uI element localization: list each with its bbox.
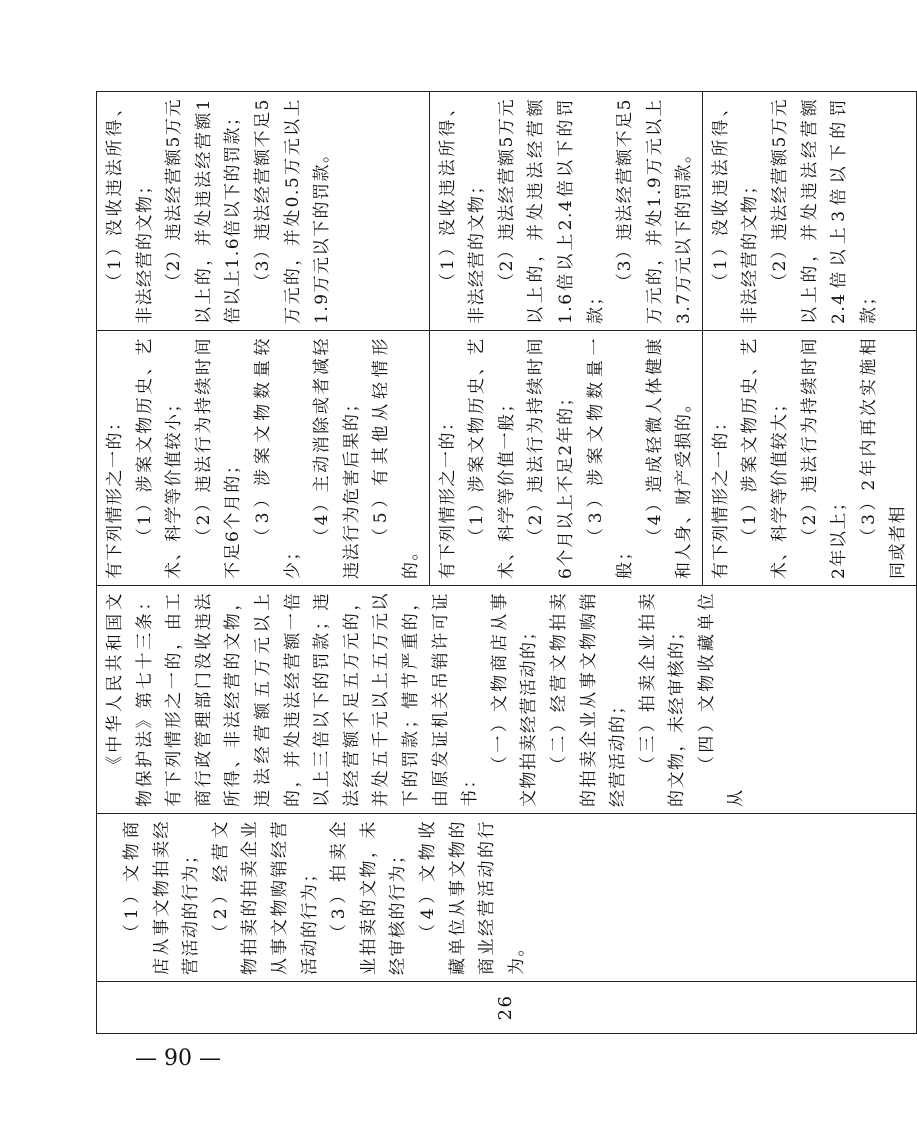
circumstance-item: （2）违法行为持续时间2年以上；	[799, 337, 850, 579]
table-row	[97, 92, 430, 1034]
circumstance-item: （1）涉案文物历史、艺术、科学等价值较大；	[740, 337, 791, 579]
legal-basis-item: （一）文物商店从事文物拍卖经营活动的；	[489, 592, 540, 807]
penalty-item: （1）没收违法所得、非法经营的文物；	[710, 98, 761, 324]
circumstance-cell-severe	[702, 331, 916, 586]
behavior-item: （1）文物商店从事文物拍卖经营活动的行为；	[122, 820, 202, 975]
behavior-item: （3）拍卖企业拍卖的文物，未经审核的行为；	[329, 820, 409, 975]
penalty-item: （1）没收违法所得、非法经营的文物；	[105, 98, 155, 324]
penalty-cell-severe	[702, 92, 916, 331]
circumstance-item: （5）有其他从轻情形的。	[371, 337, 421, 579]
penalty-item: （1）没收违法所得、非法经营的文物；	[437, 98, 488, 324]
circumstance-item: （2）违法行为持续时间6个月以上不足2年的；	[526, 337, 576, 579]
circumstance-item: （3）2年内再次实施相同或者相	[858, 337, 909, 579]
row-number-cell	[97, 982, 917, 1034]
circumstance-item: （1）涉案文物历史、艺术、科学等价值较小；	[134, 337, 185, 579]
circumstance-intro: 有下列情形之一的：	[710, 412, 731, 579]
legal-basis-item: （二）经营文物拍卖的拍卖企业从事文物购销经营活动的；	[548, 592, 629, 807]
penalty-cell-light	[97, 92, 430, 331]
behavior-item: （2）经营文物拍卖的拍卖企业从事文物购销经营活动的行为；	[210, 820, 320, 975]
legal-basis-text: 《中华人民共和国文物保护法》第七十三条：有下列情形之一的，由工商行政管理部门没收违法所得、非法经营的文物，违法经营额五万元以上的，并处违法经营额一倍以上三倍以下的罚款；违法经营额不足五万元的，并处五千元以上五万元以下的罚款；情节严重的，由原发证机关吊销许可证书：	[105, 592, 481, 807]
illegal-behavior-cell	[97, 814, 917, 982]
page-number: — 90 —	[135, 1046, 221, 1071]
penalty-item: （3）违法经营额不足5万元的，并处1.9万元以上3.7万元以下的罚款。	[615, 98, 695, 324]
row-number: 26	[495, 994, 517, 1021]
rotated-table-wrapper	[96, 92, 909, 1034]
penalty-item: （2）违法经营额5万元以上的，并处违法经营额2.4倍以上3倍以下的罚款；	[770, 98, 879, 324]
penalty-item: （2）违法经营额5万元以上的，并处违法经营额1倍以上1.6倍以下的罚款；	[164, 98, 244, 324]
penalty-standard-table	[96, 91, 917, 1034]
circumstance-item: （3）涉案文物数量一般；	[585, 337, 636, 579]
circumstance-cell-general	[429, 331, 702, 586]
penalty-item: （2）违法经营额5万元以上的，并处违法经营额1.6倍以上2.4倍以下的罚款；	[496, 98, 606, 324]
circumstance-item: （1）涉案文物历史、艺术、科学等价值一般；	[467, 337, 517, 579]
behavior-item: （4）文物收藏单位从事文物的商业经营活动的行为。	[417, 820, 527, 975]
circumstance-item: （4）造成轻微人体健康和人身、财产受损的。	[644, 337, 695, 579]
penalty-cell-general	[429, 92, 702, 331]
circumstance-cell-light	[97, 331, 430, 586]
legal-basis-item: （三）拍卖企业拍卖的文物，未经审核的；	[637, 592, 688, 807]
circumstance-item: （3）涉案文物数量较少；	[252, 337, 303, 579]
legal-basis-item: （四）文物收藏单位从	[696, 592, 747, 807]
legal-basis-cell	[97, 586, 917, 814]
circumstance-intro: 有下列情形之一的：	[105, 412, 125, 579]
circumstance-item: （4）主动消除或者减轻违法行为危害后果的；	[312, 337, 362, 579]
circumstance-intro: 有下列情形之一的：	[437, 412, 458, 579]
penalty-item: （3）违法经营额不足5万元的，并处0.5万元以上1.9万元以下的罚款。	[252, 98, 333, 324]
circumstance-item: （2）违法行为持续时间不足6个月的；	[193, 337, 244, 579]
